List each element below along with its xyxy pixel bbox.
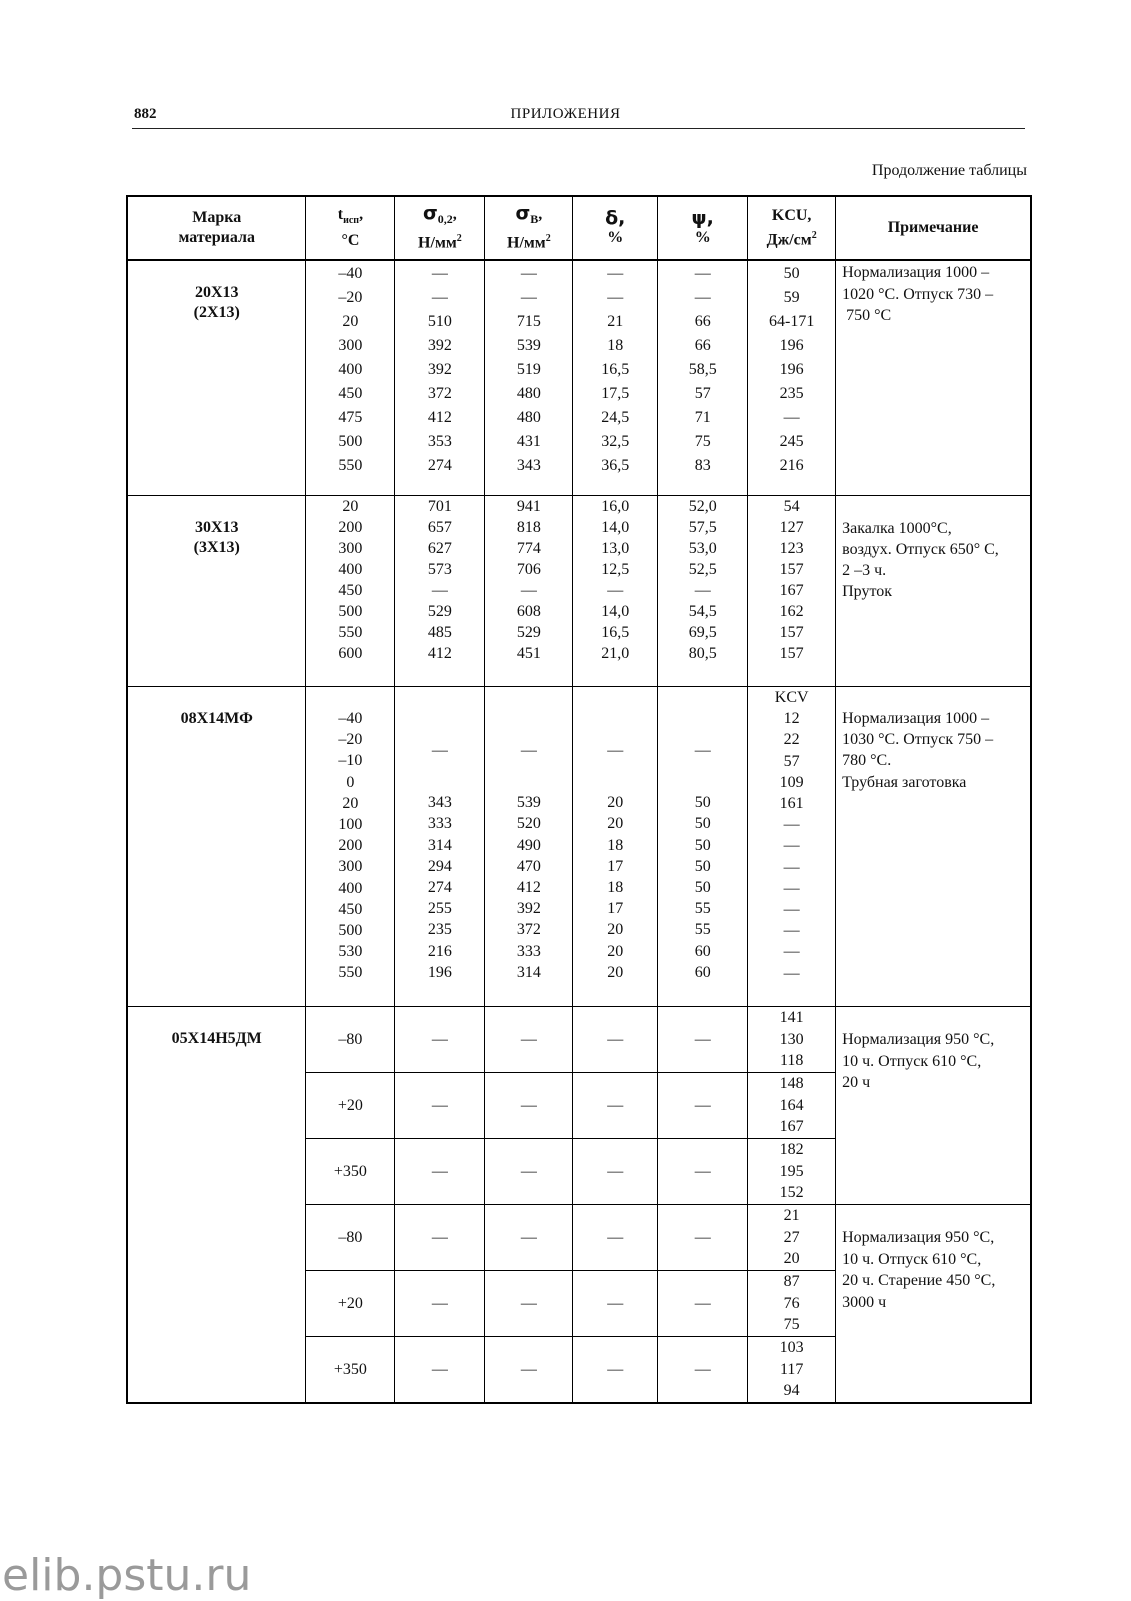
grade-cell: 08Х14МФ (127, 687, 306, 1007)
table-header-row (127, 196, 1031, 260)
temperature-cell: +20 (306, 1271, 395, 1337)
impact-toughness-cell: KCV 12 22 57 109 161 — — — — — — — — (748, 687, 836, 1007)
impact-toughness-cell: 141 130 118 (748, 1007, 836, 1073)
header-test-temperature: $t_{исп}$, °С (306, 196, 395, 260)
elongation-cell: — — 21 18 16,5 17,5 24,5 32,5 36,5 (573, 260, 658, 496)
temperature-cell: +350 (306, 1337, 395, 1404)
yield-strength-cell: — (395, 1007, 485, 1073)
impact-toughness-cell: 148 164 167 (748, 1073, 836, 1139)
note-cell: Закалка 1000°С, воздух. Отпуск 650° С, 2 –3 ч. Пруток (836, 496, 1031, 687)
header-note: Примечание (836, 196, 1031, 260)
table-row-05x14n5dm (127, 1007, 1031, 1073)
yield-strength-cell: — (395, 1139, 485, 1205)
table-row-30x13 (127, 496, 1031, 687)
table-continuation-label: Продолжение таблицы (871, 162, 1027, 179)
elongation-cell: — (573, 1139, 658, 1205)
running-head: ПРИЛОЖЕНИЯ (510, 106, 621, 122)
elongation-cell: — (573, 1271, 658, 1337)
reduction-cell: — (658, 1271, 748, 1337)
header-rule (132, 128, 1025, 129)
yield-strength-cell: — (395, 1337, 485, 1404)
temperature-cell: –40 –20 –10 0 20 100 200 300 400 450 500 530 550 (306, 687, 395, 1007)
temperature-cell: –80 (306, 1007, 395, 1073)
tensile-strength-cell: — (485, 1139, 573, 1205)
impact-toughness-cell: 50 59 64-171 196 196 235 — 245 216 (748, 260, 836, 496)
header-reduction-of-area: ψ, % (658, 196, 748, 260)
grade-cell: 30Х13 (3Х13) (127, 496, 306, 687)
reduction-cell: — (658, 1073, 748, 1139)
header-impact-toughness: KCU, $Дж/см^2$ (748, 196, 836, 260)
impact-toughness-cell: 87 76 75 (748, 1271, 836, 1337)
note-cell: Нормализация 1000 – 1030 °С. Отпуск 750 – 780 °С. Трубная заготовка (836, 687, 1031, 1007)
table-row-08x14mf (127, 687, 1031, 1007)
reduction-cell: — — 66 66 58,5 57 71 75 83 (658, 260, 748, 496)
yield-strength-cell: 701 657 627 573 — 529 485 412 (395, 496, 485, 687)
impact-toughness-cell: 182 195 152 (748, 1139, 836, 1205)
header-yield-strength: $\sigma_{0,2}$, $Н/мм^2$ (395, 196, 485, 260)
reduction-cell: — 50 50 50 50 50 55 55 60 60 (658, 687, 748, 1007)
yield-strength-cell: — (395, 1271, 485, 1337)
page-number: 882 (134, 106, 157, 122)
temperature-cell: 20 200 300 400 450 500 550 600 (306, 496, 395, 687)
tensile-strength-cell: — (485, 1007, 573, 1073)
reduction-cell: — (658, 1007, 748, 1073)
elongation-cell: — (573, 1205, 658, 1271)
yield-strength-cell: — (395, 1205, 485, 1271)
properties-table (126, 195, 1032, 1404)
tensile-strength-cell: — 539 520 490 470 412 392 372 333 314 (485, 687, 573, 1007)
elongation-cell: — (573, 1073, 658, 1139)
reduction-cell: — (658, 1205, 748, 1271)
yield-strength-cell: — — 510 392 392 372 412 353 274 (395, 260, 485, 496)
tensile-strength-cell: — (485, 1205, 573, 1271)
note-cell: Нормализация 950 °С, 10 ч. Отпуск 610 °С, 20 ч (836, 1007, 1031, 1205)
reduction-cell: 52,0 57,5 53,0 52,5 — 54,5 69,5 80,5 (658, 496, 748, 687)
impact-toughness-cell: 21 27 20 (748, 1205, 836, 1271)
reduction-cell: — (658, 1337, 748, 1404)
elongation-cell: — (573, 1337, 658, 1404)
temperature-cell: –40 –20 20 300 400 450 475 500 550 (306, 260, 395, 496)
elongation-cell: 16,0 14,0 13,0 12,5 — 14,0 16,5 21,0 (573, 496, 658, 687)
elongation-cell: — 20 20 18 17 18 17 20 20 20 (573, 687, 658, 1007)
tensile-strength-cell: — (485, 1073, 573, 1139)
reduction-cell: — (658, 1139, 748, 1205)
header-elongation: δ, % (573, 196, 658, 260)
grade-cell: 05Х14Н5ДМ (127, 1007, 306, 1404)
temperature-cell: –80 (306, 1205, 395, 1271)
tensile-strength-cell: 941 818 774 706 — 608 529 451 (485, 496, 573, 687)
table-row-20x13 (127, 260, 1031, 496)
note-cell: Нормализация 1000 – 1020 °С. Отпуск 730 – 750 °С (836, 260, 1031, 496)
tensile-strength-cell: — — 715 539 519 480 480 431 343 (485, 260, 573, 496)
temperature-cell: +350 (306, 1139, 395, 1205)
yield-strength-cell: — (395, 1073, 485, 1139)
note-cell: Нормализация 950 °С, 10 ч. Отпуск 610 °С, 20 ч. Старение 450 °С, 3000 ч (836, 1205, 1031, 1404)
watermark: elib.pstu.ru (2, 1550, 252, 1601)
elongation-cell: — (573, 1007, 658, 1073)
grade-cell: 20Х13 (2Х13) (127, 260, 306, 496)
tensile-strength-cell: — (485, 1337, 573, 1404)
header-tensile-strength: $\sigma_В$, $Н/мм^2$ (485, 196, 573, 260)
yield-strength-cell: — 343 333 314 294 274 255 235 216 196 (395, 687, 485, 1007)
header-grade: Марка материала (127, 196, 306, 260)
tensile-strength-cell: — (485, 1271, 573, 1337)
temperature-cell: +20 (306, 1073, 395, 1139)
impact-toughness-cell: 103 117 94 (748, 1337, 836, 1404)
impact-toughness-cell: 54 127 123 157 167 162 157 157 (748, 496, 836, 687)
